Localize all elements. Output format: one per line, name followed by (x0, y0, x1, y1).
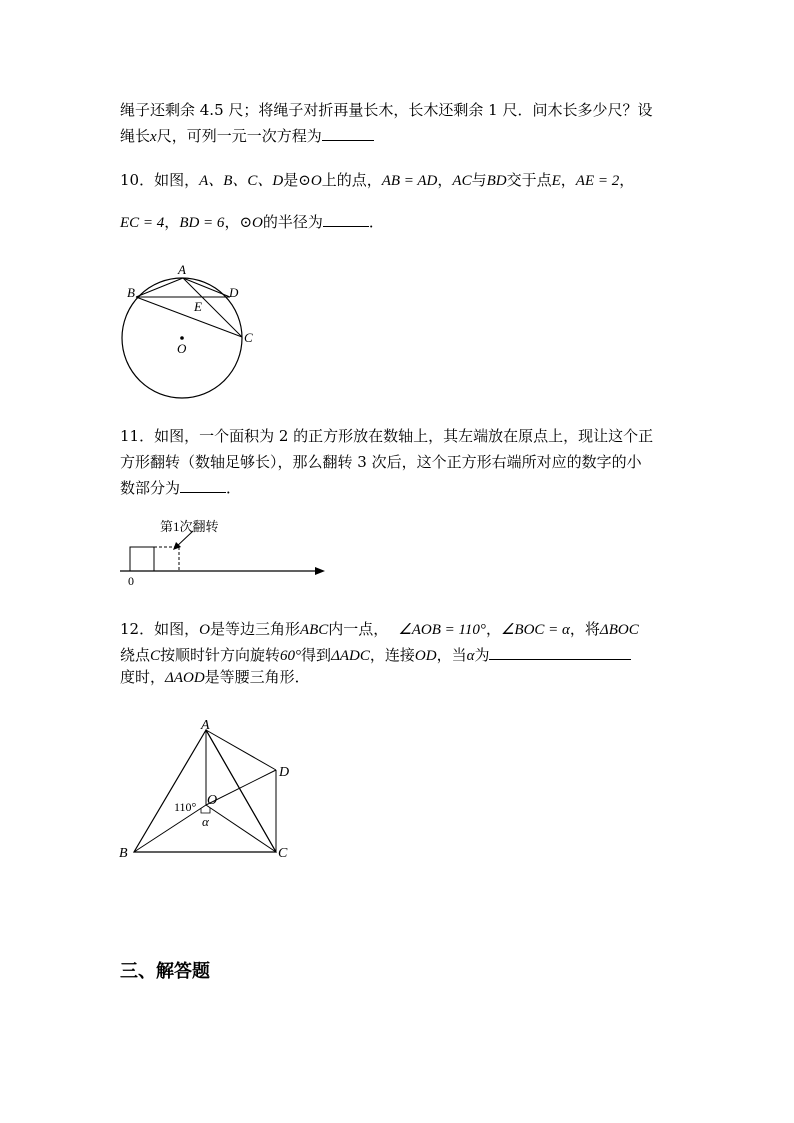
q12-answer-blank[interactable] (489, 645, 631, 660)
q12-tri-aod: ΔAOD (165, 670, 205, 686)
q12-od: OD (414, 648, 437, 664)
q12-line3 (120, 667, 310, 688)
q10-bd: BD (486, 173, 507, 189)
label-B: B (119, 846, 128, 861)
q10-num: 10．如图， (120, 171, 200, 189)
segment-AD (183, 278, 230, 297)
square (130, 547, 154, 571)
label-A: A (178, 262, 186, 277)
q10-O-2: O (252, 215, 263, 231)
label-alpha: α (202, 814, 209, 829)
q12-t4: ，将 (569, 620, 600, 638)
q11-answer-blank[interactable] (180, 478, 226, 493)
q12-l2a: 绕点 (120, 646, 151, 664)
q10-ac: AC (452, 173, 472, 189)
q10-radius: 的半径为 (262, 213, 323, 231)
q10-comma5: ， (224, 213, 240, 231)
q12-tri-adc: ΔADC (331, 648, 370, 664)
q10-circle-figure (110, 260, 270, 405)
label-B: B (127, 285, 135, 300)
segment-AC-inner (206, 730, 276, 852)
q10-comma4: ， (164, 213, 180, 231)
circle-symbol-icon-2: ⊙ (239, 213, 253, 231)
q10-comma3: ， (619, 171, 635, 189)
q10-ec: EC = 4 (120, 215, 165, 231)
segment-AD (206, 730, 276, 770)
q12-l2c: 得到 (301, 646, 332, 664)
q10-comma1: ， (437, 171, 453, 189)
label-O: O (177, 341, 187, 356)
segment-OC (206, 805, 276, 852)
q11-line3-text: 数部分为 (120, 479, 181, 497)
q10-ae: AE = 2 (575, 173, 620, 189)
circle-symbol-icon: ⊙ (298, 171, 311, 189)
q12-O: O (199, 622, 210, 638)
q12-l3b: 是等腰三角形． (204, 668, 310, 686)
q12-line1 (120, 619, 639, 640)
q11-line3 (120, 478, 241, 498)
q12-l2b: 按顺时针方向旋转 (160, 646, 281, 664)
label-A: A (201, 718, 210, 733)
origin-label: 0 (128, 574, 134, 588)
q12-l2f: 为 (474, 646, 490, 664)
q11-line2: 方形翻转（数轴足够长），那么翻转 3 次后，这个正方形右端所对应的数字的小 (120, 453, 642, 471)
q12-l3a: 度时， (120, 668, 166, 686)
q10-jiao: 交于点 (506, 171, 552, 189)
q10-E: E (551, 173, 561, 189)
label-C: C (244, 330, 253, 345)
q12-deg60: 60° (280, 648, 302, 664)
q10-shi: 是 (283, 171, 299, 189)
q12-boc: ∠BOC = α (500, 622, 570, 638)
q10-line2 (120, 212, 384, 233)
q9-line2-a: 绳长 (120, 127, 151, 145)
q11-numberline-figure (115, 515, 335, 590)
q10-on-points: 上的点， (321, 171, 382, 189)
q12-C: C (150, 648, 161, 664)
q12-alpha: α (466, 648, 475, 664)
segment-BC (136, 297, 242, 337)
label-D: D (229, 285, 239, 300)
angle-mark-alpha (201, 808, 210, 813)
label-O: O (207, 793, 218, 808)
axis-arrow-icon (315, 567, 325, 575)
q9-line2 (120, 126, 374, 147)
label-D: D (279, 765, 290, 780)
label-E: E (194, 299, 202, 314)
q11-line1: 11．如图，一个面积为 2 的正方形放在数轴上，其左端放在原点上，现让这个正 (120, 427, 654, 445)
q12-t1: 是等边三角形 (209, 620, 300, 638)
q9-var-x: x (150, 129, 157, 145)
label-angle-110: 110° (174, 800, 197, 814)
q12-num: 12．如图， (120, 620, 200, 638)
q10-ab-ad: AB = AD (381, 173, 438, 189)
label-C: C (278, 846, 288, 861)
triangle-ABC (134, 730, 276, 852)
q12-t2: 内一点， (328, 620, 389, 638)
q9-line2-b: 尺，可列一元一次方程为 (156, 127, 322, 145)
q10-period: ． (368, 213, 384, 231)
segment-AB (136, 278, 183, 297)
q9-line1: 绳子还剩余 4.5 尺；将绳子对折再量长木，长木还剩余 1 尺．问木长多少尺？设 (120, 101, 653, 119)
q10-yu: 与 (471, 171, 487, 189)
q12-triangle-figure (110, 712, 310, 864)
q12-line2 (120, 645, 631, 666)
q12-tri-boc: ΔBOC (599, 622, 639, 638)
q10-comma2: ， (560, 171, 576, 189)
q12-abc: ABC (299, 622, 329, 638)
q12-aob: ∠AOB = 110° (398, 622, 486, 638)
q12-l2d: ，连接 (369, 646, 415, 664)
q10-bd6: BD = 6 (179, 215, 225, 231)
q10-line1 (120, 170, 634, 191)
q9-answer-blank[interactable] (322, 126, 374, 141)
q10-points: A、B、C、D (199, 173, 284, 189)
section-title: 三、解答题 (120, 961, 210, 982)
q11-period: ． (226, 479, 242, 497)
q12-l2e: ，当 (436, 646, 467, 664)
q10-O: O (310, 173, 322, 189)
q10-answer-blank[interactable] (323, 212, 369, 227)
flip-caption: 第1次翻转 (160, 519, 219, 534)
center-point (180, 336, 184, 340)
q12-t3: ， (485, 620, 501, 638)
flip-dashed-outline (154, 547, 179, 571)
